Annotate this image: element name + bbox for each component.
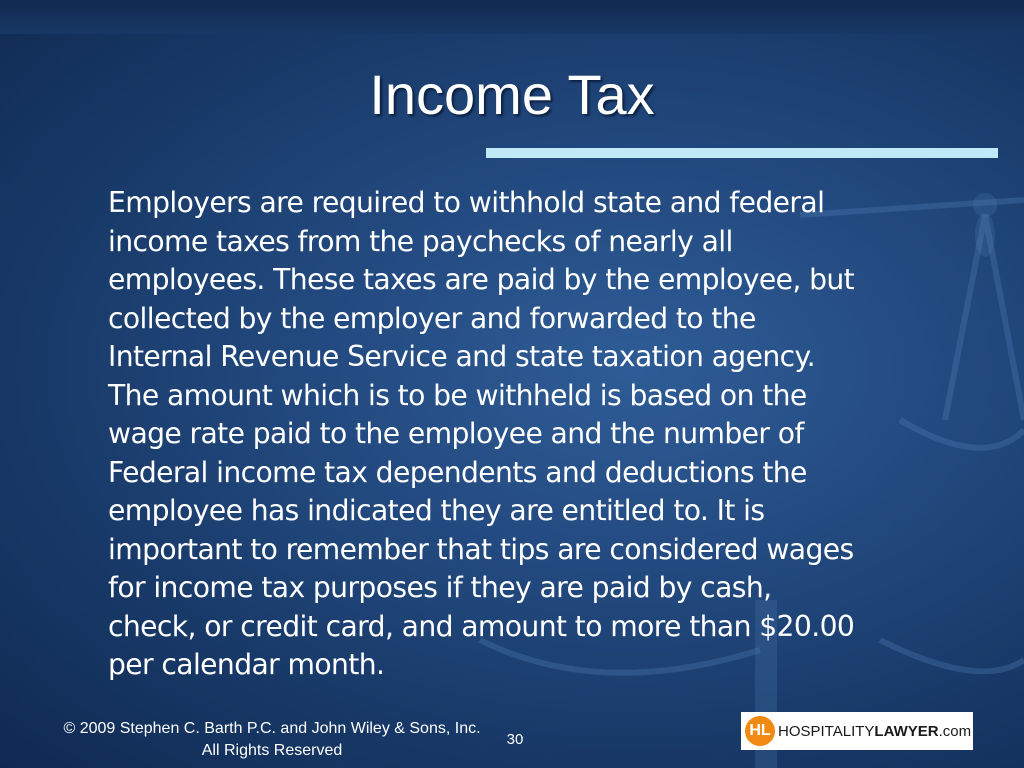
logo-text-light: HOSPITALITY bbox=[778, 722, 875, 740]
slide-title: Income Tax bbox=[369, 63, 655, 126]
logo-wordmark bbox=[778, 723, 971, 740]
title-accent-line bbox=[486, 148, 998, 158]
logo-text-bold: LAWYER bbox=[874, 722, 939, 740]
hospitality-lawyer-logo bbox=[741, 712, 973, 750]
copyright-footer: © 2009 Stephen C. Barth P.C. and John Wiley & Sons, Inc. All Rights Reserved bbox=[63, 720, 481, 759]
logo-text-suffix: .com bbox=[938, 722, 972, 740]
page-number: 30 bbox=[506, 731, 524, 748]
slide-body-text: Employers are required to withhold state and federal income taxes from the paychecks of nearly all employees. These taxes are paid by the employee, but collected by the employer and forwarded to the Internal Revenue Service and state taxation agency. The amount which is to be withheld is based on the wage rate paid to the employee and the number of Federal income tax dependents and deductions the employee has indicated they are entitled to. It is important to remember that tips are considered wages for income tax purposes if they are paid by cash, check, or credit card, and amount to more than $20.00 per calendar month. bbox=[108, 186, 855, 681]
hl-logo-icon: HL bbox=[745, 716, 775, 746]
